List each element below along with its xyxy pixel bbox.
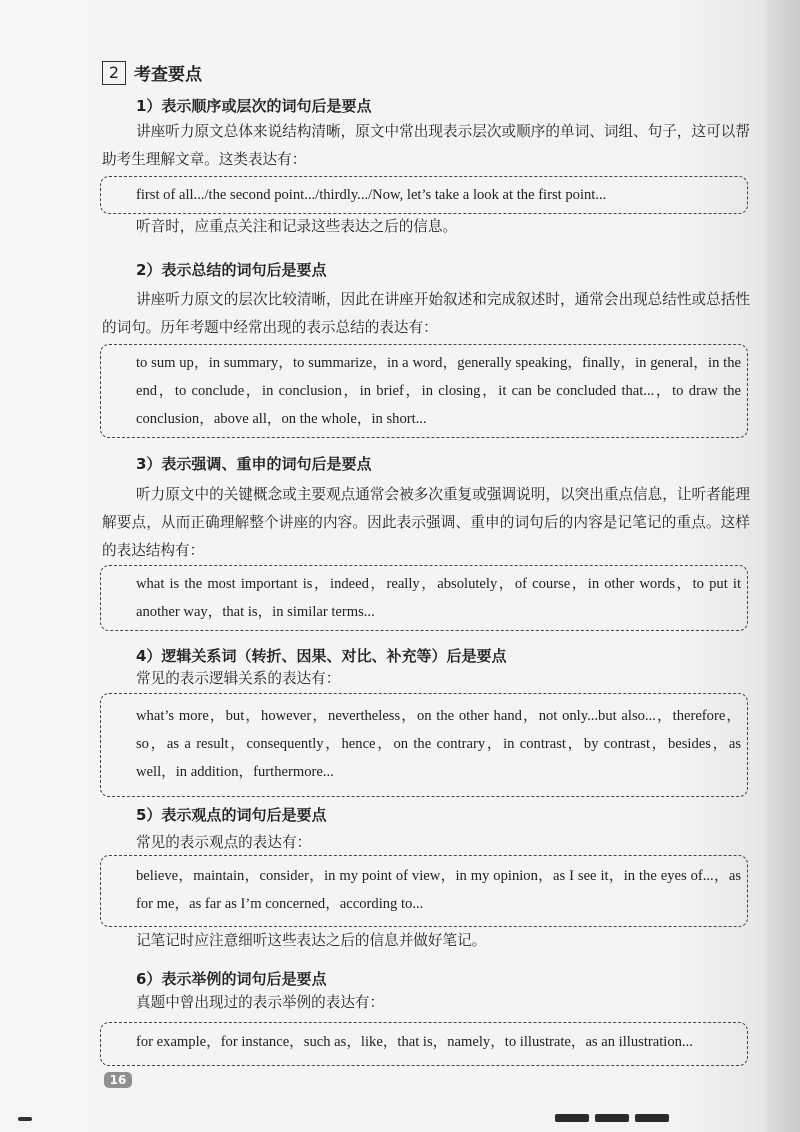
item-heading: 2）表示总结的词句后是要点 [136, 261, 327, 279]
expression-box: for example，for instance，such as，like，that is，namely，to illustrate，as an illustration... [100, 1022, 748, 1066]
section-number: 2 [102, 61, 126, 85]
page-number: 16 [104, 1072, 132, 1088]
item-intro: 讲座听力原文的层次比较清晰，因此在讲座开始叙述和完成叙述时，通常会出现总结性或总括性的词句。历年考题中经常出现的表示总结的表达有： [102, 291, 750, 336]
edge-mark [18, 1117, 32, 1121]
item-heading: 3）表示强调、重申的词句后是要点 [136, 455, 372, 473]
item-intro: 常见的表示观点的表达有： [136, 834, 312, 851]
item-after-note: 听音时，应重点关注和记录这些表达之后的信息。 [136, 218, 458, 235]
expression-box: believe，maintain，consider，in my point of view，in my opinion，as I see it，in the eyes of...，as for me，as far as I’m concerned，according to... [100, 855, 748, 927]
item-heading: 6）表示举例的词句后是要点 [136, 970, 327, 988]
item-intro: 听力原文中的关键概念或主要观点通常会被多次重复或强调说明，以突出重点信息，让听者能理解要点，从而正确理解整个讲座的内容。因此表示强调、重申的词句后的内容是记笔记的重点。这样的表达结构有： [102, 486, 750, 559]
expression-box: first of all.../the second point.../thirdly.../Now, let’s take a look at the first point... [100, 176, 748, 214]
footer-bar [635, 1114, 669, 1122]
item-after-note: 记笔记时应注意细听这些表达之后的信息并做好笔记。 [136, 932, 487, 949]
expression-box: to sum up，in summary，to summarize，in a word，generally speaking，finally，in general，in the end，to conclude，in conclusion，in brief，in closing，it can be concluded that...，to draw the conclusion，above all，on the whole，in short... [100, 344, 748, 438]
expression-box: what is the most important is，indeed，really，absolutely，of course，in other words，to put it another way，that is，in similar terms... [100, 565, 748, 631]
item-heading: 5）表示观点的词句后是要点 [136, 806, 327, 824]
page-edge-shadow [766, 0, 800, 1132]
item-heading: 1）表示顺序或层次的词句后是要点 [136, 97, 372, 115]
section-title: 考查要点 [134, 65, 202, 85]
item-intro: 讲座听力原文总体来说结构清晰，原文中常出现表示层次或顺序的单词、词组、句子，这可以帮助考生理解文章。这类表达有： [102, 123, 750, 168]
section-header [102, 60, 202, 85]
footer-bar [555, 1114, 589, 1122]
expression-box: what’s more，but，however，nevertheless，on the other hand，not only...but also...，therefore，so，as a result，consequently，hence，on the contrary，in contrast，by contrast，besides，as well，in addition，furthermore... [100, 693, 748, 797]
footer-bar [595, 1114, 629, 1122]
footer-decoration [555, 1114, 669, 1122]
item-intro: 常见的表示逻辑关系的表达有： [136, 670, 341, 687]
item-intro: 真题中曾出现过的表示举例的表达有： [136, 994, 385, 1011]
item-heading: 4）逻辑关系词（转折、因果、对比、补充等）后是要点 [136, 647, 507, 665]
